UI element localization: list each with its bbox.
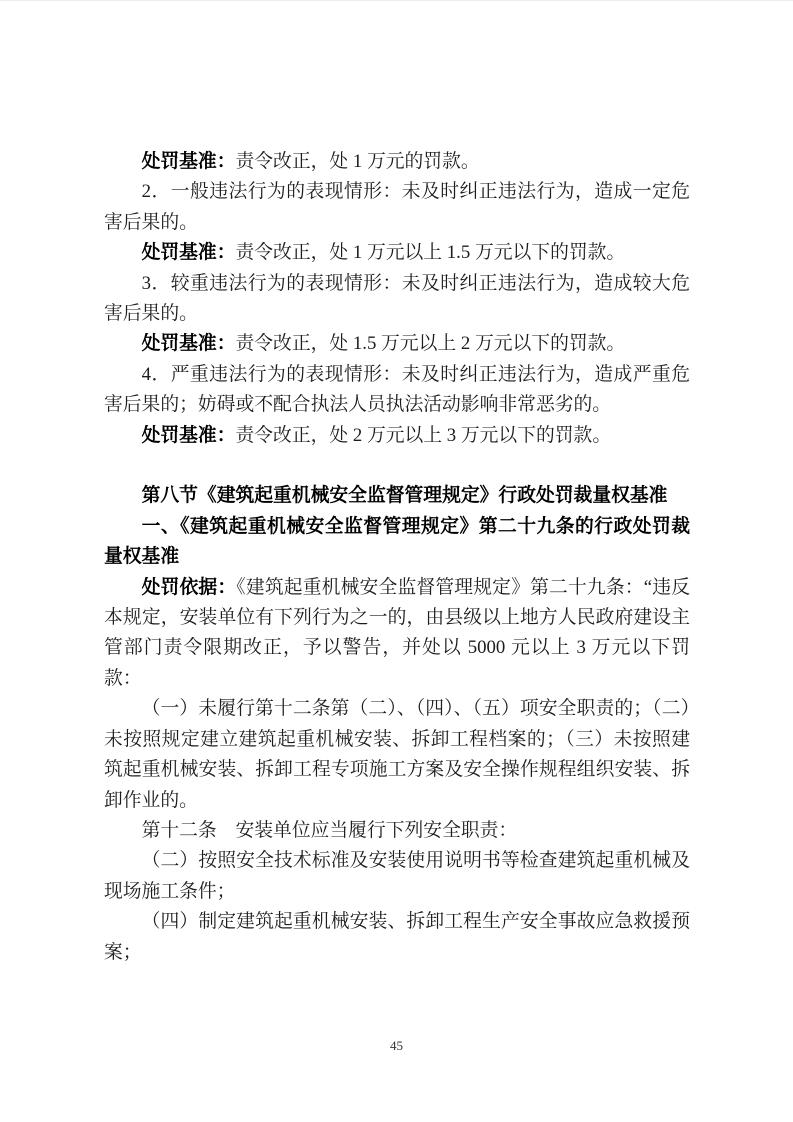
penalty-standard-label: 处罚基准： — [141, 333, 236, 355]
paragraph-article12-intro — [104, 816, 690, 846]
paragraph-severe-violation — [104, 360, 690, 421]
paragraph-text: （二）按照安全技术标准及安装使用说明书等检查建筑起重机械及现场施工条件； — [104, 850, 690, 902]
paragraph-violation-items — [104, 694, 690, 816]
paragraph-text: 责令改正，处 1.5 万元以上 2 万元以下的罚款。 — [235, 333, 626, 355]
penalty-standard-label: 处罚基准： — [141, 242, 236, 264]
paragraph-text: 责令改正，处 1 万元以上 1.5 万元以下的罚款。 — [235, 242, 626, 264]
paragraph-article12-item2 — [104, 846, 690, 907]
paragraph-text: 责令改正，处 1 万元的罚款。 — [235, 151, 480, 172]
paragraph-penalty-standard-3 — [104, 329, 690, 359]
paragraph-penalty-standard-1 — [104, 147, 690, 177]
section-subheading: 一、《建筑起重机械安全监督管理规定》第二十九条的行政处罚裁量权基准 — [104, 515, 690, 568]
paragraph-general-violation — [104, 177, 690, 238]
paragraph-text: 4．严重违法行为的表现情形：未及时纠正违法行为，造成严重危害后果的；妨碍或不配合执法人员执法活动影响非常恶劣的。 — [104, 363, 690, 416]
penalty-standard-label: 处罚基准： — [141, 151, 236, 172]
paragraph-serious-violation — [104, 269, 690, 330]
document-body — [104, 147, 690, 968]
paragraph-penalty-basis — [104, 573, 690, 695]
paragraph-article12-item4 — [104, 907, 690, 968]
paragraph-text: 2．一般违法行为的表现情形：未及时纠正违法行为，造成一定危害后果的。 — [104, 181, 690, 233]
paragraph-text: （一）未履行第十二条第（二）、（四）、（五）项安全职责的；（二）未按照规定建立建筑起重机械安装、拆卸工程档案的；（三）未按照建筑起重机械安装、拆卸工程专项施工方案及安全操作规程组织安装、拆卸作业的。 — [104, 698, 690, 811]
page-number: 45 — [390, 1038, 403, 1053]
paragraph-text: （四）制定建筑起重机械安装、拆卸工程生产安全事故应急救援预案； — [104, 911, 690, 963]
paragraph-text: 第十二条 安装单位应当履行下列安全职责： — [141, 819, 518, 841]
penalty-standard-label: 处罚基准： — [141, 424, 236, 446]
paragraph-text: 《建筑起重机械安全监督管理规定》第二十九条：“违反本规定，安装单位有下列行为之一的，由县级以上地方人民政府建设主管部门责令限期改正，予以警告，并处以 5000 元以上 3 万元以下罚款： — [104, 576, 690, 689]
paragraph-text: 3．较重违法行为的表现情形：未及时纠正违法行为，造成较大危害后果的。 — [104, 272, 690, 325]
page-footer — [0, 1037, 793, 1055]
paragraph-penalty-standard-4 — [104, 421, 690, 451]
section-heading: 第八节《建筑起重机械安全监督管理规定》行政处罚裁量权基准 — [141, 485, 668, 507]
paragraph-text: 责令改正，处 2 万元以上 3 万元以下的罚款。 — [235, 424, 612, 446]
paragraph-penalty-standard-2 — [104, 238, 690, 268]
penalty-basis-label: 处罚依据： — [141, 576, 237, 598]
